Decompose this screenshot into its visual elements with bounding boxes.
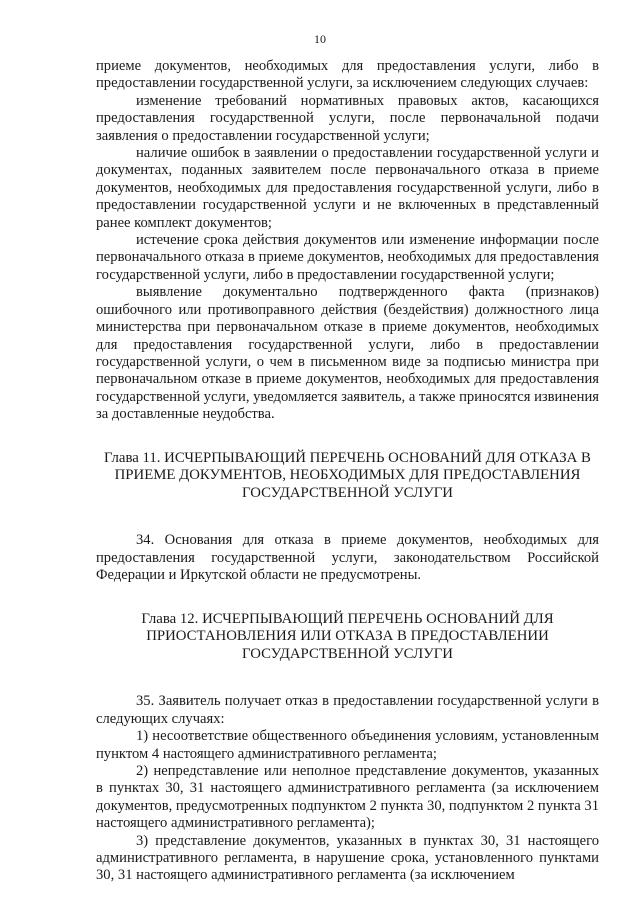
paragraph-exception-4: выявление документально подтвержденного факта (признаков) ошибочного или противоправного действия (бездействия) должностного лица министерства при первоначальном отказе в приеме документов, необходимых для предоставления государственной услуги, либо в предоставлении государственной услуги, о чем в письменном виде за подписью министра при первоначальном отказе в приеме документов, необходимых для предоставления государственной услуги, уведомляется заявитель, а также приносятся извинения за доставленные неудобства. bbox=[96, 284, 599, 423]
paragraph-exception-3: истечение срока действия документов или изменение информации после первоначального отказа в приеме документов, необходимых для предоставления государственной услуги, либо в предоставлении государственной услуги; bbox=[96, 232, 599, 283]
paragraph-35-item-2: 2) непредставление или неполное представление документов, указанных в пунктах 30, 31 настоящего административного регламента (за исключением документов, предусмотренных подпунктом 2 пункта 30, подпунктом 2 пункта 31 настоящего административного регламента); bbox=[96, 762, 599, 832]
paragraph-35-item-1: 1) несоответствие общественного объединения условиям, установленным пунктом 4 настоящего административного регламента; bbox=[96, 728, 599, 762]
spacer bbox=[96, 424, 599, 450]
paragraph-exception-2: наличие ошибок в заявлении о предоставлении государственной услуги и документах, поданных заявителем после первоначального отказа в приеме документов, необходимых для предоставления государственной услуги, либо в предоставлении государственной услуги и не включенных в представленный ранее комплект документов; bbox=[96, 145, 599, 231]
paragraph-continuation: приеме документов, необходимых для предоставления услуги, либо в предоставлении государственной услуги, за исключением следующих случаев: bbox=[96, 58, 599, 92]
spacer bbox=[96, 663, 599, 693]
paragraph-35-item-3: 3) представление документов, указанных в пунктах 30, 31 настоящего административного регламента, в нарушение срока, установленного пунктами 30, 31 настоящего административного регламента (за исключением bbox=[96, 832, 599, 884]
chapter-11-heading: Глава 11. ИСЧЕРПЫВАЮЩИЙ ПЕРЕЧЕНЬ ОСНОВАНИЙ ДЛЯ ОТКАЗА В ПРИЕМЕ ДОКУМЕНТОВ, НЕОБХОДИМЫХ ДЛЯ ПРЕДОСТАВЛЕНИЯ ГОСУДАРСТВЕННОЙ УСЛУГИ bbox=[104, 449, 591, 501]
page-number: 10 bbox=[314, 32, 326, 46]
paragraph-34: 34. Основания для отказа в приеме документов, необходимых для предоставления государственной услуги, законодательством Российской Федерации и Иркутской области не предусмотрены. bbox=[96, 532, 599, 584]
spacer bbox=[96, 502, 599, 532]
document-body bbox=[96, 58, 599, 885]
spacer bbox=[96, 585, 599, 611]
chapter-12-heading: Глава 12. ИСЧЕРПЫВАЮЩИЙ ПЕРЕЧЕНЬ ОСНОВАНИЙ ДЛЯ ПРИОСТАНОВЛЕНИЯ ИЛИ ОТКАЗА В ПРЕДОСТАВЛЕНИИ ГОСУДАРСТВЕННОЙ УСЛУГИ bbox=[141, 610, 554, 662]
paragraph-35: 35. Заявитель получает отказ в предоставлении государственной услуги в следующих случаях: bbox=[96, 693, 599, 727]
paragraph-exception-1: изменение требований нормативных правовых актов, касающихся предоставления государственной услуги, после первоначальной подачи заявления о предоставлении государственной услуги; bbox=[96, 92, 599, 144]
